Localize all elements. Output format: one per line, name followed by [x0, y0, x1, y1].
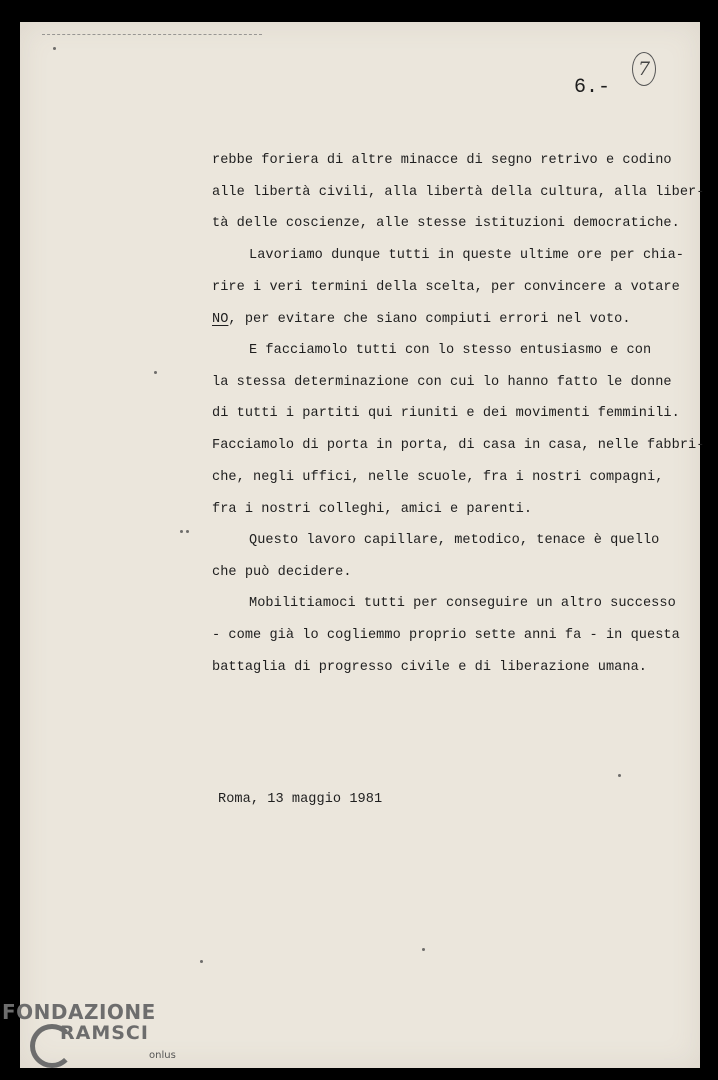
text-line: che, negli uffici, nelle scuole, fra i nostri compagni,	[212, 470, 664, 485]
underlined-word: NO	[212, 312, 229, 327]
watermark-line3: onlus	[149, 1050, 176, 1061]
text-line: - come già lo cogliemmo proprio sette anni fa - in questa	[212, 628, 680, 643]
paper-speck	[200, 960, 203, 963]
paper-speck	[53, 47, 56, 50]
archive-page-mark: 7	[632, 52, 656, 86]
text-line: E facciamolo tutti con lo stesso entusiasmo e con	[249, 343, 652, 358]
text-line: rire i veri termini della scelta, per convincere a votare	[212, 280, 680, 295]
watermark-line2: RAMSCI	[60, 1022, 149, 1044]
paper-speck	[618, 774, 621, 777]
document-page	[20, 22, 705, 1068]
text-line: fra i nostri colleghi, amici e parenti.	[212, 502, 533, 517]
paper-speck	[186, 530, 189, 533]
text-line: la stessa determinazione con cui lo hanno fatto le donne	[212, 375, 672, 390]
paper-speck	[422, 948, 425, 951]
text-line: di tutti i partiti qui riuniti e dei movimenti femminili.	[212, 406, 680, 421]
text-line: Facciamolo di porta in porta, di casa in casa, nelle fabbri-	[212, 438, 705, 453]
text-line: che può decidere.	[212, 565, 352, 580]
signature-line: Roma, 13 maggio 1981	[218, 792, 383, 807]
text-line: battaglia di progresso civile e di liberazione umana.	[212, 660, 648, 675]
top-rule	[42, 34, 262, 35]
page-number: 6.-	[574, 76, 611, 99]
text-line: Mobilitiamoci tutti per conseguire un altro successo	[249, 596, 676, 611]
paper-speck	[154, 371, 157, 374]
text-line: rebbe foriera di altre minacce di segno retrivo e codino	[212, 153, 672, 168]
watermark-line1: FONDAZIONE	[2, 1000, 156, 1024]
text-line-rest: , per evitare che siano compiuti errori nel voto.	[228, 312, 631, 327]
text-line: alle libertà civili, alla libertà della cultura, alla liber-	[212, 185, 705, 200]
text-line: tà delle coscienze, alle stesse istituzioni democratiche.	[212, 216, 680, 231]
paper-speck	[180, 530, 183, 533]
text-line: Questo lavoro capillare, metodico, tenace è quello	[249, 533, 660, 548]
text-line: Lavoriamo dunque tutti in queste ultime ore per chia-	[249, 248, 685, 263]
fondazione-gramsci-watermark	[2, 1000, 182, 1080]
text-line	[212, 312, 631, 327]
